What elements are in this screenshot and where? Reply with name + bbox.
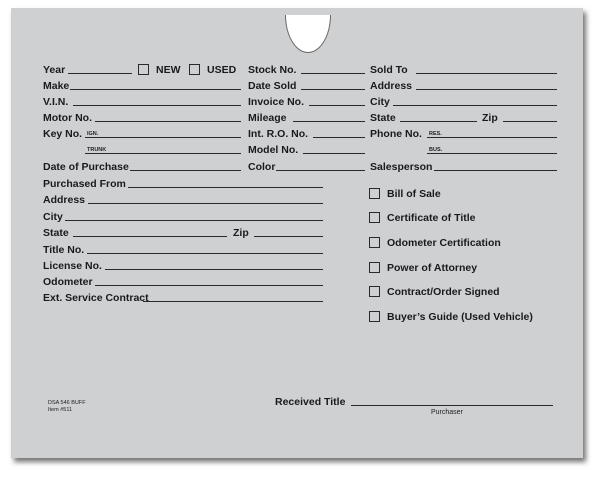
license-no-label: License No. xyxy=(43,260,102,272)
purchased-state-label: State xyxy=(43,227,69,239)
state-line[interactable] xyxy=(400,121,477,122)
thumb-notch xyxy=(285,15,331,53)
phone-no-label: Phone No. xyxy=(370,128,422,140)
motor-no-label: Motor No. xyxy=(43,112,92,124)
deal-envelope xyxy=(11,8,583,458)
title-no-label: Title No. xyxy=(43,244,85,256)
purchased-address-label: Address xyxy=(43,194,86,206)
vin-line[interactable] xyxy=(73,105,241,106)
int-ro-no-line[interactable] xyxy=(313,137,365,138)
received-title-label: Received Title xyxy=(275,396,346,408)
license-no-line[interactable] xyxy=(105,269,323,270)
odometer-label: Odometer xyxy=(43,276,93,288)
contract-order-signed-label: Contract/Order Signed xyxy=(387,286,500,298)
vin-label: V.I.N. xyxy=(43,96,69,108)
new-label: NEW xyxy=(156,64,181,76)
odometer-line[interactable] xyxy=(95,285,323,286)
trunk-line[interactable] xyxy=(85,153,241,154)
res-phone-line[interactable] xyxy=(427,137,557,138)
buyers-guide-label: Buyer’s Guide (Used Vehicle) xyxy=(387,311,533,323)
certificate-of-title-label: Certificate of Title xyxy=(387,212,476,224)
purchased-zip-label: Zip xyxy=(233,227,249,239)
purchased-city-label: City xyxy=(43,211,63,223)
year-label: Year xyxy=(43,64,66,76)
bill-of-sale-checkbox[interactable] xyxy=(369,188,380,199)
title-no-line[interactable] xyxy=(87,253,323,254)
color-label: Color xyxy=(248,161,276,173)
city-label: City xyxy=(370,96,390,108)
power-of-attorney-checkbox[interactable] xyxy=(369,262,380,273)
ign-label: IGN. xyxy=(87,131,99,137)
make-label: Make xyxy=(43,80,70,92)
make-line[interactable] xyxy=(70,89,241,90)
key-no-label: Key No. xyxy=(43,128,83,140)
year-line[interactable] xyxy=(68,73,132,74)
date-sold-line[interactable] xyxy=(301,89,365,90)
date-sold-label: Date Sold xyxy=(248,80,297,92)
bus-phone-line[interactable] xyxy=(427,153,557,154)
date-of-purchase-line[interactable] xyxy=(130,170,241,171)
address-line[interactable] xyxy=(416,89,557,90)
purchased-state-line[interactable] xyxy=(73,236,227,237)
odometer-certification-label: Odometer Certification xyxy=(387,237,501,249)
color-line[interactable] xyxy=(276,170,365,171)
purchased-city-line[interactable] xyxy=(65,220,323,221)
purchaser-label: Purchaser xyxy=(431,409,463,416)
ext-service-contract-line[interactable] xyxy=(143,301,323,302)
mileage-label: Mileage xyxy=(248,112,287,124)
stock-no-label: Stock No. xyxy=(248,64,297,76)
form-code: DSA 546 BUFF xyxy=(48,400,86,406)
item-number: Item #511 xyxy=(48,407,73,413)
zip-line[interactable] xyxy=(503,121,557,122)
power-of-attorney-label: Power of Attorney xyxy=(387,262,478,274)
address-label: Address xyxy=(370,80,413,92)
zip-label: Zip xyxy=(482,112,498,124)
ign-line[interactable] xyxy=(85,137,241,138)
purchased-zip-line[interactable] xyxy=(254,236,323,237)
model-no-label: Model No. xyxy=(248,144,299,156)
res-label: RES. xyxy=(429,131,442,137)
purchased-from-line[interactable] xyxy=(128,187,323,188)
used-label: USED xyxy=(207,64,237,76)
received-title-line[interactable] xyxy=(351,405,553,406)
sold-to-label: Sold To xyxy=(370,64,408,76)
state-label: State xyxy=(370,112,396,124)
trunk-label: TRUNK xyxy=(87,147,107,153)
bill-of-sale-label: Bill of Sale xyxy=(387,188,441,200)
new-checkbox[interactable] xyxy=(138,64,149,75)
salesperson-line[interactable] xyxy=(434,170,557,171)
contract-order-signed-checkbox[interactable] xyxy=(369,286,380,297)
int-ro-no-label: Int. R.O. No. xyxy=(248,128,309,140)
invoice-no-line[interactable] xyxy=(309,105,365,106)
purchased-address-line[interactable] xyxy=(88,203,323,204)
mileage-line[interactable] xyxy=(293,121,365,122)
buyers-guide-checkbox[interactable] xyxy=(369,311,380,322)
city-line[interactable] xyxy=(393,105,557,106)
certificate-of-title-checkbox[interactable] xyxy=(369,212,380,223)
odometer-certification-checkbox[interactable] xyxy=(369,237,380,248)
sold-to-line[interactable] xyxy=(416,73,557,74)
date-of-purchase-label: Date of Purchase xyxy=(43,161,129,173)
motor-no-line[interactable] xyxy=(95,121,241,122)
used-checkbox[interactable] xyxy=(189,64,200,75)
bus-label: BUS. xyxy=(429,147,443,153)
invoice-no-label: Invoice No. xyxy=(248,96,305,108)
stock-no-line[interactable] xyxy=(301,73,365,74)
purchased-from-label: Purchased From xyxy=(43,178,126,190)
salesperson-label: Salesperson xyxy=(370,161,433,173)
ext-service-contract-label: Ext. Service Contract xyxy=(43,292,149,304)
model-no-line[interactable] xyxy=(303,153,365,154)
